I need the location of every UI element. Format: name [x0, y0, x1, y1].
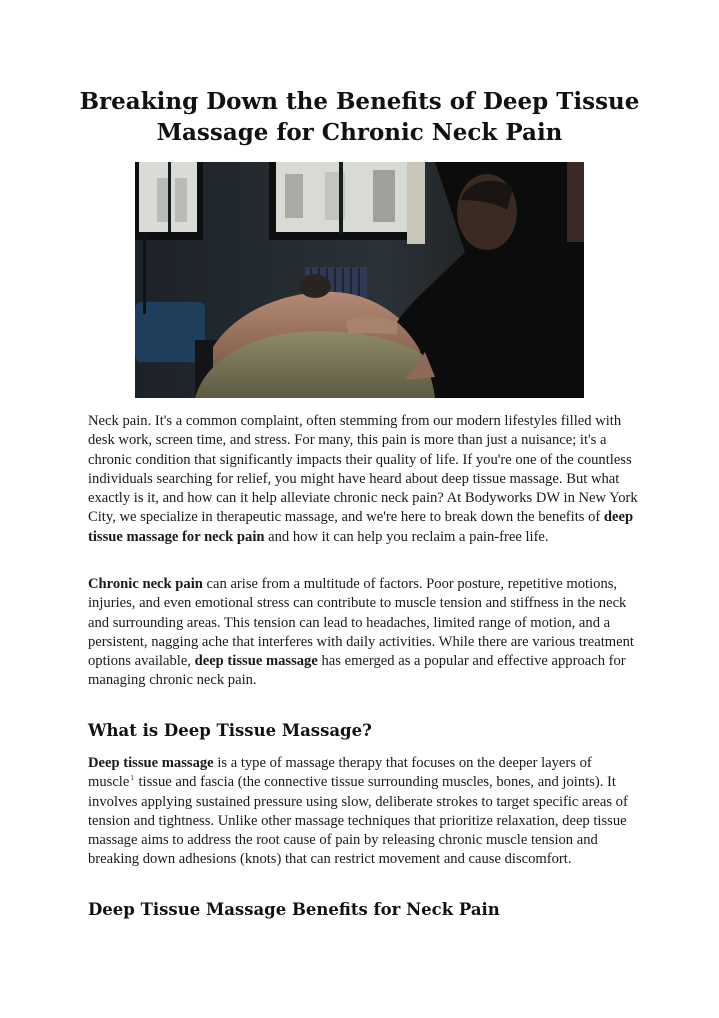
page-title: Breaking Down the Benefits of Deep Tissue Massage for Chronic Neck Pain: [79, 88, 640, 146]
causes-bold-keyword-2: deep tissue massage: [194, 653, 318, 670]
causes-bold-keyword: Chronic neck pain: [88, 576, 203, 592]
intro-text-end: and how it can help you reclaim a pain-free life.: [264, 528, 549, 545]
intro-text: Neck pain. It's a common complaint, often stemming from our modern lifestyles filled with desk work, screen time, and stress. For many, this pain is more than just a nuisance; it's a chronic condition that significantly impacts their quality of life. If you're one of the countless individuals searching for relief, you might have heard about deep tissue massage. But what exactly is it, and how can it help alleviate chronic neck pain? At Bodyworks DW in New York City, we specialize in therapeutic massage, and we're here to break down the benefits of: [88, 413, 638, 526]
intro-bold-keyword: deep tissue massage for neck pain: [88, 509, 634, 545]
heading-benefits: Deep Tissue Massage Benefits for Neck Pain: [88, 900, 500, 919]
definition-text: is a type of massage therapy that focuses on the deeper layers of muscle: [88, 755, 592, 791]
definition-bold-keyword: Deep tissue massage: [88, 755, 214, 771]
massage-photo: [135, 162, 584, 398]
causes-paragraph: [88, 575, 638, 691]
causes-text: can arise from a multitude of factors. Poor posture, repetitive motions, injuries, and even emotional stress can contribute to muscle tension and stiffness in the neck and surrounding areas. This tension can lead to headaches, limited range of motion, and a persistent, nagging ache that interferes with daily activities. While there are various treatment options available,: [88, 576, 634, 670]
definition-text-end: tissue and fascia (the connective tissue surrounding muscles, bones, and joints). It involves applying sustained pressure using slow, deliberate strokes to target specific areas of tension and tightness. Unlike other massage techniques that prioritize relaxation, deep tissue massage aims to address the root cause of pain by releasing chronic muscle tension and breaking down adhesions (knots) that can restrict movement and cause discomfort.: [88, 774, 628, 868]
footnote-marker[interactable]: 1: [130, 774, 134, 783]
causes-text-end: has emerged as a popular and effective approach for managing chronic neck pain.: [88, 653, 626, 689]
intro-paragraph: [88, 412, 638, 547]
definition-paragraph: [88, 754, 638, 870]
heading-what-is-deep-tissue: What is Deep Tissue Massage?: [88, 721, 372, 740]
